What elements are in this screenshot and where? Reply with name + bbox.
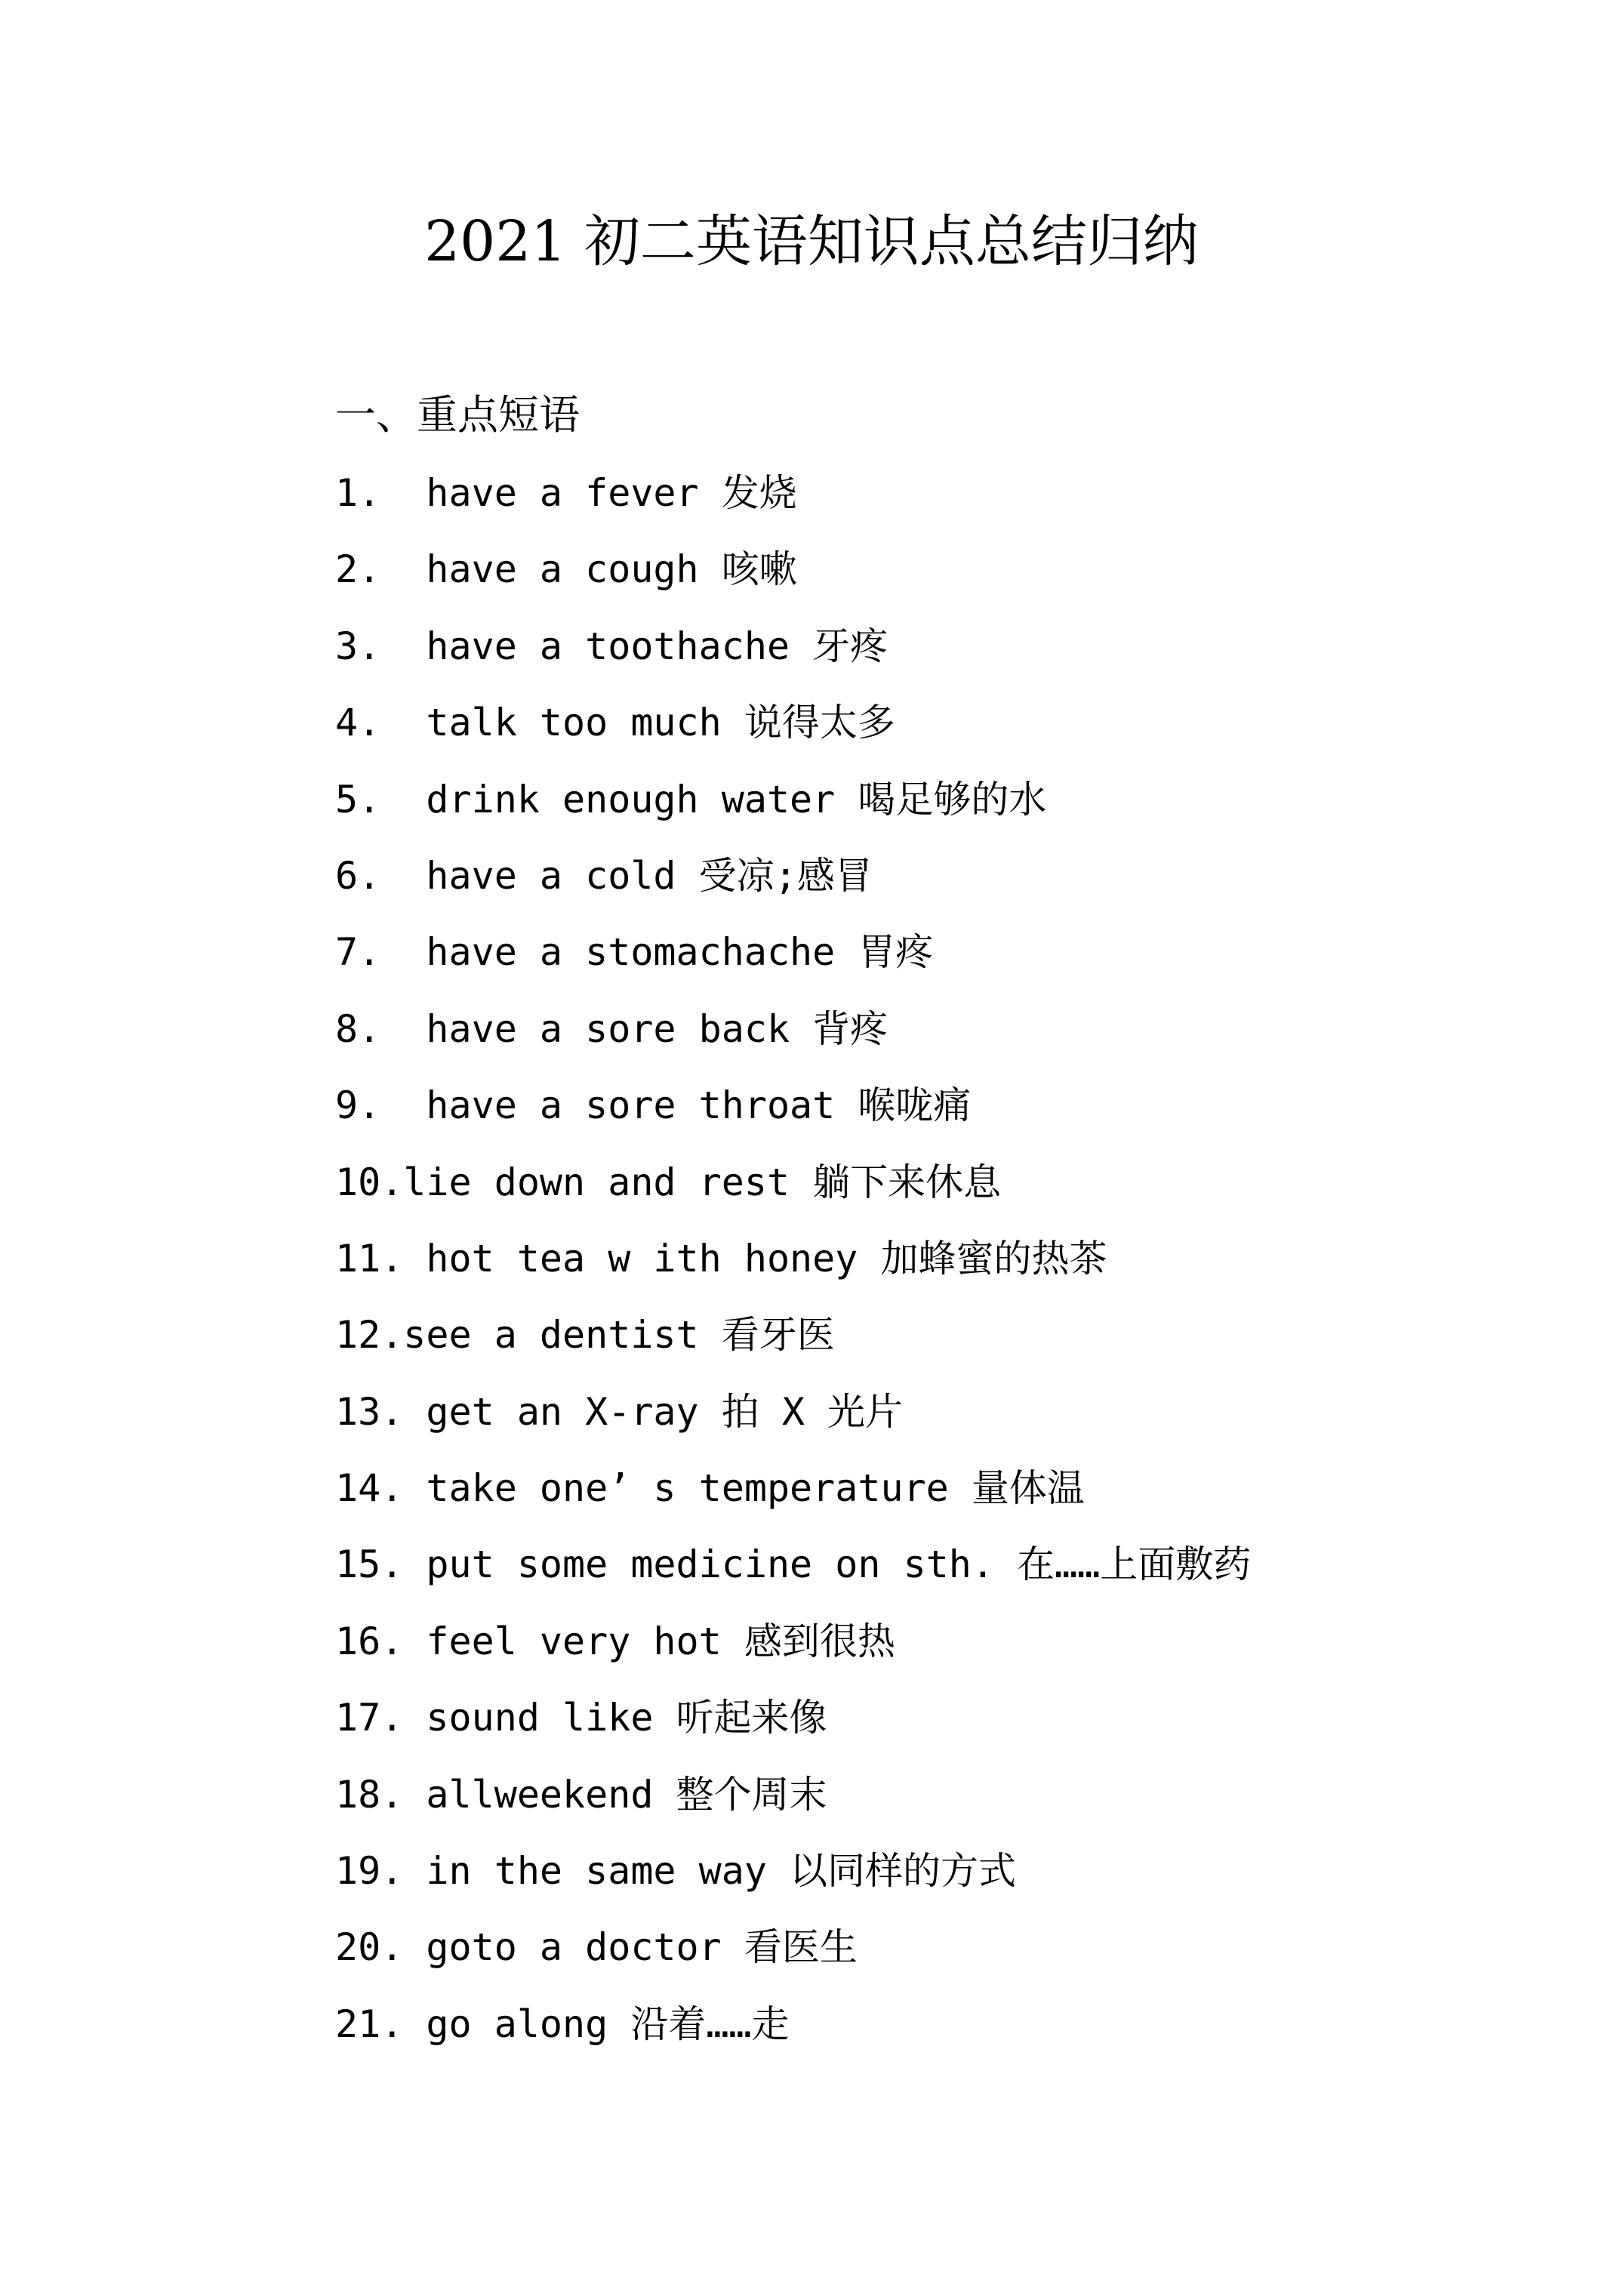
list-item: 20. goto a doctor 看医生 <box>335 1925 858 1970</box>
list-item: 12.see a dentist 看牙医 <box>335 1313 835 1358</box>
list-item: 15. put some medicine on sth. 在……上面敷药 <box>335 1542 1252 1587</box>
list-item: 9. have a sore throat 喉咙痛 <box>335 1083 972 1128</box>
list-item: 10.lie down and rest 躺下来休息 <box>335 1160 1002 1204</box>
list-item: 18. allweekend 整个周末 <box>335 1772 827 1817</box>
list-item: 21. go along 沿着……走 <box>335 2002 790 2046</box>
list-item: 5. drink enough water 喝足够的水 <box>335 777 1047 821</box>
list-item: 6. have a cold 受凉;感冒 <box>335 853 873 898</box>
list-item: 1. have a fever 发烧 <box>335 471 797 515</box>
list-item: 16. feel very hot 感到很热 <box>335 1619 895 1663</box>
list-item: 3. have a toothache 牙疼 <box>335 624 888 668</box>
list-item: 2. have a cough 咳嗽 <box>335 547 797 592</box>
list-item: 8. have a sore back 背疼 <box>335 1006 888 1051</box>
section-heading: 一、重点短语 <box>335 391 580 439</box>
phrase-list <box>335 463 1251 2070</box>
list-item: 4. talk too much 说得太多 <box>335 701 895 745</box>
list-item: 13. get an X-ray 拍 X 光片 <box>335 1389 904 1434</box>
list-item: 11. hot tea w ith honey 加蜂蜜的热茶 <box>335 1236 1107 1281</box>
list-item: 14. take one’ s temperature 量体温 <box>335 1466 1085 1511</box>
page-title: 2021 初二英语知识点总结归纳 <box>424 209 1199 274</box>
list-item: 7. have a stomachache 胃疼 <box>335 930 934 975</box>
list-item: 19. in the same way 以同样的方式 <box>335 1849 1017 1894</box>
list-item: 17. sound like 听起来像 <box>335 1696 827 1740</box>
